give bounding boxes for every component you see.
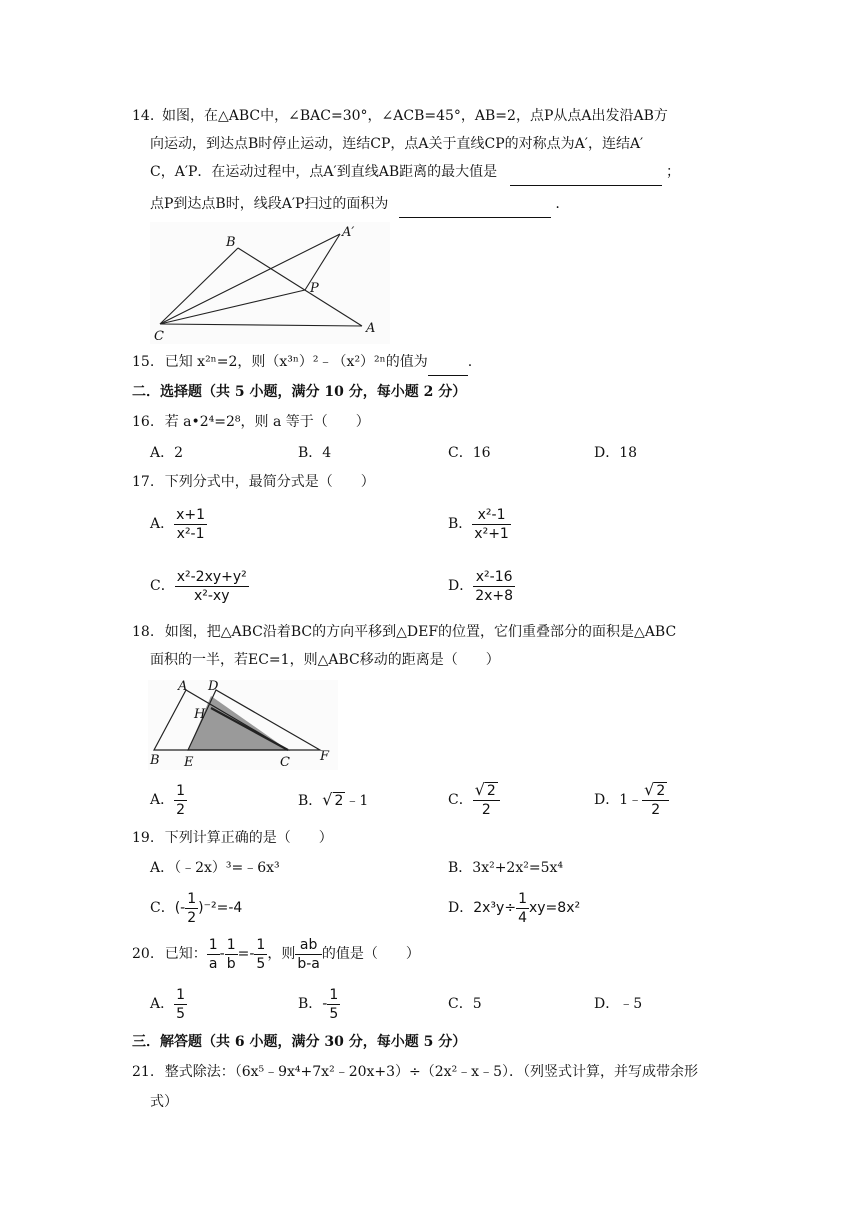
q17-option-d[interactable] (448, 566, 515, 606)
q19-d-prefix: 2x³y÷ (473, 900, 517, 916)
fig18-label-D: D (208, 680, 219, 694)
q19-option-b[interactable]: B．3x²+2x²=5x⁴ (448, 860, 563, 876)
q14-line1: 如图，在△ABC中，∠BAC=30°，∠ACB=45°，AB=2，点P从点A出发沿AB方 (162, 108, 668, 124)
section-3-heading: 三．解答题（共 6 小题，满分 30 分，每小题 5 分） (132, 1034, 467, 1050)
q20-b-denominator: 5 (329, 1005, 339, 1022)
q17-a-numerator: x+1 (176, 506, 206, 523)
q14-line4-text: 点P到达点B时，线段A′P扫过的面积为 (150, 196, 389, 212)
segment-CA-prime (160, 234, 340, 324)
q19-c-label: C． (150, 900, 175, 916)
fig18-label-F: F (320, 749, 330, 764)
fig18-label-A: A (178, 680, 188, 694)
q15 (132, 352, 472, 376)
segment-CP (160, 290, 305, 324)
fig-label-C: C (154, 329, 164, 344)
q18-a-label: A． (150, 792, 175, 808)
q15-number: 15. (132, 354, 155, 370)
q15-blank[interactable] (428, 355, 468, 376)
q18-c-denominator: 2 (481, 802, 491, 818)
q21-line1-text: 整式除法：（6x⁵﹣9x⁴+7x²﹣20x+3）÷（2x²﹣x﹣5）．（列竖式计算，并写成带余形 (164, 1064, 698, 1080)
q20-frac-3-num: 1 (256, 936, 266, 953)
q17-a-denominator: x²-1 (176, 525, 205, 542)
q20-option-c[interactable]: C．5 (448, 996, 482, 1012)
q14-line4-end: . (555, 196, 560, 212)
section-2-heading: 二．选择题（共 5 小题，满分 10 分，每小题 2 分） (132, 384, 467, 400)
q17-b-numerator: x²-1 (477, 506, 506, 523)
q18-b-rest: ﹣1 (345, 793, 369, 809)
q17-text: 下列分式中，最简分式是（ ） (164, 474, 375, 490)
segment-BA (238, 248, 362, 326)
q19-d-label: D． (448, 900, 474, 916)
q18-option-a[interactable] (150, 780, 187, 820)
q20-b-numerator: 1 (329, 986, 339, 1003)
q14-line2: 向运动，到达点B时停止运动，连结CP，点A关于直线CP的对称点为A′，连结A′ (150, 136, 644, 152)
q14-blank-2[interactable] (399, 197, 551, 218)
q18-c-radicand: 2 (486, 783, 496, 799)
q20-b-fraction (327, 986, 340, 1023)
q20-number: 20. (132, 946, 155, 962)
q17 (132, 472, 375, 492)
q20-frac-4 (295, 936, 322, 973)
q17-option-c[interactable] (150, 566, 249, 606)
q20-a-numerator: 1 (176, 986, 186, 1003)
q16-option-c[interactable]: C．16 (448, 445, 491, 461)
q20-b-sign: - (322, 996, 328, 1012)
q19-d-denominator: 4 (518, 909, 527, 926)
q17-c-numerator: x²-2xy+y² (176, 568, 247, 585)
q19-option-c[interactable] (150, 888, 242, 928)
q18-c-label: C． (448, 792, 473, 808)
fig-label-P: P (310, 281, 319, 296)
q14-line4 (150, 194, 560, 218)
q18-figure-svg (148, 680, 338, 770)
q18-b-radicand: 2 (334, 793, 344, 809)
q17-d-numerator: x²-16 (475, 568, 513, 585)
q14-figure-svg (150, 222, 390, 344)
q19 (132, 828, 333, 848)
segment-CA (160, 324, 362, 326)
q14-line3-end: ； (666, 164, 681, 180)
q19-c-open: (- (174, 900, 186, 916)
q19-number: 19. (132, 830, 155, 846)
q16-option-d[interactable]: D．18 (594, 445, 638, 461)
q16-option-b[interactable]: B．4 (298, 445, 332, 461)
q20-suffix: 的值是（ ） (321, 946, 420, 962)
q18-a-denominator: 2 (176, 801, 186, 818)
q19-text: 下列计算正确的是（ ） (164, 830, 333, 846)
q19-d-numerator: 1 (518, 890, 527, 907)
q19-option-d[interactable] (448, 888, 580, 928)
q16-number: 16. (132, 414, 155, 430)
q19-c-denominator: 2 (187, 909, 197, 926)
q14-number: 14. (132, 108, 155, 124)
q17-b-fraction (472, 506, 511, 543)
q17-b-denominator: x²+1 (474, 525, 509, 542)
q19-c-fraction (185, 890, 198, 927)
q17-a-label: A． (150, 516, 175, 532)
q15-end: . (467, 354, 473, 370)
q20-frac-3-den: 5 (256, 955, 266, 972)
q19-option-a[interactable]: A．（﹣2x）³=﹣6x³ (150, 860, 280, 876)
fig18-label-B: B (150, 753, 160, 768)
q20-prefix: 已知： (164, 946, 207, 962)
q20-b-label: B． (298, 996, 323, 1012)
q17-a-fraction (174, 506, 207, 543)
q17-b-label: B． (448, 516, 473, 532)
q21-number: 21. (132, 1064, 155, 1080)
fig18-label-E: E (184, 755, 194, 770)
q16-text: 若 a•2⁴=2⁸，则 a 等于（ ） (164, 414, 370, 430)
q20-frac-1-num: 1 (208, 936, 218, 953)
q20 (132, 934, 420, 974)
q17-c-label: C． (150, 578, 175, 594)
q18-a-numerator: 1 (176, 782, 186, 799)
q20-a-label: A． (150, 996, 175, 1012)
q18-a-fraction (174, 782, 187, 819)
q20-equals: =- (237, 946, 255, 962)
q18-option-d[interactable] (594, 780, 669, 820)
q18-d-fraction (642, 781, 669, 819)
q18-line1-text: 如图，把△ABC沿着BC的方向平移到△DEF的位置，它们重叠部分的面积是△ABC (164, 624, 677, 640)
q14-line3 (150, 162, 680, 186)
q20-frac-2-den: b (226, 955, 236, 972)
q17-c-fraction (175, 568, 249, 605)
q16-option-a[interactable]: A．2 (150, 445, 184, 461)
q18-option-c[interactable] (448, 780, 500, 820)
q19-c-numerator: 1 (187, 890, 197, 907)
q21-line1 (132, 1062, 698, 1082)
q17-option-b[interactable] (448, 504, 511, 544)
q20-frac-2 (225, 936, 238, 973)
q17-option-a[interactable] (150, 504, 207, 544)
q19-d-fraction (516, 890, 529, 927)
q20-minus: - (219, 946, 225, 962)
fig-label-A: A (366, 321, 376, 336)
q20-option-d[interactable]: D．﹣5 (594, 996, 643, 1012)
q19-d-suffix: xy=8x² (528, 900, 581, 916)
q20-frac-1 (207, 936, 220, 973)
fig-label-A-prime: A′ (342, 225, 355, 240)
segment-CB (160, 248, 238, 324)
q20-frac-4-num: ab (299, 936, 318, 953)
q20-frac-4-den: b-a (297, 955, 320, 972)
sqrt-sign: √ (644, 780, 655, 799)
q20-option-a[interactable] (150, 984, 187, 1024)
q17-d-label: D． (448, 578, 474, 594)
sqrt-sign: √ (322, 790, 333, 809)
fig-label-B: B (226, 235, 236, 250)
q18-d-label: D． (594, 792, 620, 808)
q21-line2: 式） (150, 1094, 178, 1110)
q19-c-close: )⁻²=-4 (198, 900, 243, 916)
q17-d-fraction (473, 568, 515, 605)
q20-frac-1-den: a (208, 955, 218, 972)
q20-a-fraction (174, 986, 187, 1023)
q18-d-denominator: 2 (651, 802, 661, 818)
q18-option-b[interactable] (298, 780, 368, 821)
q14-figure (150, 222, 390, 344)
q20-a-denominator: 5 (176, 1005, 186, 1022)
q17-c-denominator: x²-xy (193, 587, 230, 604)
q18-number: 18. (132, 624, 155, 640)
q18-line2: 面积的一半，若EC=1，则△ABC移动的距离是（ ） (150, 652, 500, 668)
fig18-label-H: H (194, 707, 206, 722)
q20-middle: ，则 (267, 946, 296, 962)
q18-line1 (132, 622, 676, 642)
q20-frac-2-num: 1 (226, 936, 236, 953)
q18-d-prefix: 1﹣ (619, 792, 643, 808)
fig18-label-C: C (280, 755, 290, 770)
q14-line3-text: C，A′P．在运动过程中，点A′到直线AB距离的最大值是 (150, 164, 498, 180)
q18-c-fraction (473, 781, 500, 819)
q18-d-radicand: 2 (656, 783, 666, 799)
q17-d-denominator: 2x+8 (475, 587, 514, 604)
q20-option-b[interactable] (298, 984, 340, 1024)
q17-number: 17. (132, 474, 155, 490)
q18-figure (148, 680, 338, 770)
sqrt-sign: √ (474, 780, 485, 799)
q15-text: 已知 x²ⁿ=2，则（x³ⁿ）²﹣（x²）²ⁿ的值为 (164, 354, 428, 370)
q18-b-label: B． (298, 793, 323, 809)
q16 (132, 412, 370, 432)
q14-blank-1[interactable] (510, 165, 662, 186)
q20-frac-3 (254, 936, 267, 973)
